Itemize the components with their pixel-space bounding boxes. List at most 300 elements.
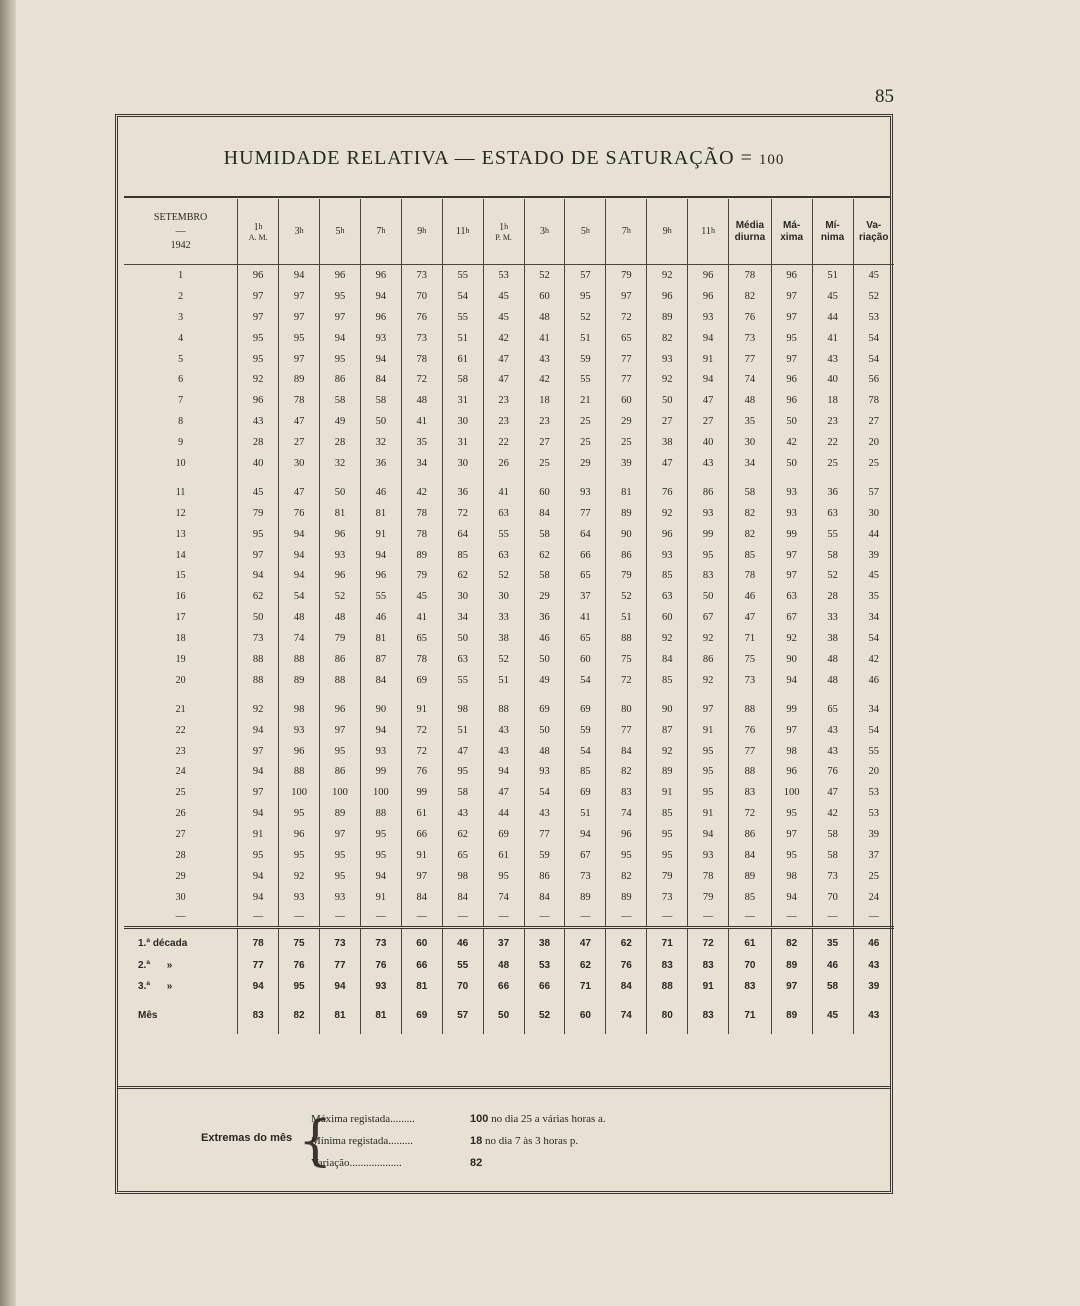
value-cell: 46 <box>360 607 401 628</box>
table-row <box>124 803 894 824</box>
value-cell: 86 <box>320 761 361 782</box>
value-cell: 96 <box>279 824 320 845</box>
value-cell: 25 <box>853 453 894 474</box>
value-cell: 95 <box>238 524 279 545</box>
book-binding <box>0 0 16 1306</box>
value-cell: 85 <box>729 545 772 566</box>
value-cell: 58 <box>812 824 853 845</box>
dash-cell: — <box>565 908 606 928</box>
table-row <box>124 741 894 762</box>
value-cell: 99 <box>688 524 729 545</box>
hour-label: 9 <box>417 226 423 237</box>
value-cell: 97 <box>279 349 320 370</box>
gap-cell <box>483 691 524 699</box>
table-row <box>124 866 894 887</box>
value-cell: 52 <box>524 265 565 286</box>
value-cell: 97 <box>688 699 729 720</box>
value-cell: 74 <box>606 803 647 824</box>
hour-header <box>238 199 279 265</box>
dash-cell: — <box>360 908 401 928</box>
value-cell: 89 <box>647 307 688 328</box>
value-cell: 96 <box>320 524 361 545</box>
value-cell: 91 <box>360 524 401 545</box>
day-cell: 29 <box>175 870 186 882</box>
value-cell: 94 <box>688 328 729 349</box>
value-cell: 96 <box>320 265 361 286</box>
value-cell: 43 <box>483 741 524 762</box>
value-cell: 92 <box>647 503 688 524</box>
gap-cell <box>442 474 483 482</box>
value-cell: 29 <box>565 453 606 474</box>
value-cell: 70 <box>812 887 853 908</box>
dash-cell: — <box>442 908 483 928</box>
gap-cell <box>442 691 483 699</box>
extrema-number: 18 <box>470 1135 483 1147</box>
value-cell: 82 <box>729 503 772 524</box>
value-cell: 30 <box>483 586 524 607</box>
extrema-detail: no dia 25 a várias horas a. <box>488 1113 606 1125</box>
value-cell: 94 <box>238 887 279 908</box>
value-cell: 58 <box>360 390 401 411</box>
value-cell: 54 <box>279 586 320 607</box>
value-cell: 50 <box>524 720 565 741</box>
value-cell: 22 <box>483 432 524 453</box>
value-cell: 41 <box>401 607 442 628</box>
value-cell: 48 <box>401 390 442 411</box>
table-row <box>124 720 894 741</box>
value-cell: 42 <box>771 432 812 453</box>
value-cell: 45 <box>853 565 894 586</box>
value-cell: 38 <box>647 432 688 453</box>
value-cell: 24 <box>853 887 894 908</box>
hour-label: 3 <box>294 226 300 237</box>
value-cell: 43 <box>688 453 729 474</box>
value-cell: 86 <box>606 545 647 566</box>
value-cell: 63 <box>442 649 483 670</box>
value-cell: 76 <box>729 307 772 328</box>
value-cell: 89 <box>565 887 606 908</box>
dash-cell: — <box>320 908 361 928</box>
value-cell: 91 <box>647 782 688 803</box>
value-cell: 97 <box>401 866 442 887</box>
value-cell: 93 <box>279 720 320 741</box>
value-cell: 59 <box>524 845 565 866</box>
gap-cell <box>647 474 688 482</box>
value-cell: 61 <box>401 803 442 824</box>
summary-value: 94 <box>320 976 361 998</box>
value-cell: 79 <box>647 866 688 887</box>
summary-value: 71 <box>647 927 688 955</box>
value-cell: 32 <box>320 453 361 474</box>
page-number: 85 <box>875 86 894 107</box>
value-cell: 41 <box>812 328 853 349</box>
brace-icon: { <box>298 1109 333 1172</box>
summary-value: 62 <box>565 955 606 977</box>
gap-cell <box>483 474 524 482</box>
value-cell: 66 <box>565 545 606 566</box>
value-cell: 44 <box>483 803 524 824</box>
value-cell: 25 <box>853 866 894 887</box>
value-cell: 85 <box>647 670 688 691</box>
table-row <box>124 503 894 524</box>
value-cell: 74 <box>729 369 772 390</box>
title-eq: = <box>740 147 753 169</box>
value-cell: 54 <box>524 782 565 803</box>
value-cell: 95 <box>360 824 401 845</box>
value-cell: 88 <box>360 803 401 824</box>
value-cell: 27 <box>279 432 320 453</box>
value-cell: 100 <box>279 782 320 803</box>
value-cell: 58 <box>524 524 565 545</box>
value-cell: 58 <box>812 845 853 866</box>
value-cell: 55 <box>442 307 483 328</box>
value-cell: 93 <box>688 307 729 328</box>
value-cell: 97 <box>771 545 812 566</box>
gap-cell <box>279 691 320 699</box>
summary-value: 89 <box>771 998 812 1034</box>
value-cell: 50 <box>688 586 729 607</box>
value-cell: 95 <box>360 845 401 866</box>
hour-header <box>524 199 565 265</box>
table-row <box>124 887 894 908</box>
day-cell: 22 <box>175 724 186 736</box>
value-cell: 65 <box>606 328 647 349</box>
day-cell: 9 <box>178 437 184 449</box>
extrema-detail: no dia 7 às 3 horas p. <box>482 1135 579 1147</box>
value-cell: 88 <box>606 628 647 649</box>
summary-value: 97 <box>771 976 812 998</box>
value-cell: 100 <box>771 782 812 803</box>
gap-cell <box>771 474 812 482</box>
value-cell: 97 <box>279 307 320 328</box>
value-cell: 95 <box>238 328 279 349</box>
hour-label: 7 <box>621 226 627 237</box>
value-cell: 84 <box>401 887 442 908</box>
value-cell: 75 <box>729 649 772 670</box>
day-cell: 17 <box>175 612 186 624</box>
value-cell: 89 <box>320 803 361 824</box>
summary-value: 88 <box>647 976 688 998</box>
value-cell: 36 <box>442 482 483 503</box>
value-cell: 47 <box>688 390 729 411</box>
hour-label: 1 <box>499 221 505 233</box>
gap-cell <box>124 474 238 482</box>
title-value: 100 <box>758 152 785 168</box>
hour-label: 11 <box>455 226 466 237</box>
value-cell: 52 <box>606 586 647 607</box>
value-cell: 74 <box>279 628 320 649</box>
value-cell: 94 <box>360 866 401 887</box>
value-cell: 77 <box>606 369 647 390</box>
summary-value: 55 <box>442 955 483 977</box>
value-cell: 78 <box>279 390 320 411</box>
day-cell: 28 <box>175 849 186 861</box>
day-cell: 3 <box>178 311 184 323</box>
value-cell: 30 <box>442 411 483 432</box>
table-row <box>124 699 894 720</box>
value-cell: 42 <box>812 803 853 824</box>
value-cell: 96 <box>771 265 812 286</box>
value-cell: 93 <box>771 503 812 524</box>
gap-cell <box>565 691 606 699</box>
summary-value: 35 <box>812 927 853 955</box>
value-cell: 82 <box>606 761 647 782</box>
value-cell: 93 <box>360 741 401 762</box>
table-row <box>124 824 894 845</box>
summary-value: 83 <box>238 998 279 1034</box>
table-row <box>124 524 894 545</box>
gap-cell <box>606 474 647 482</box>
value-cell: 98 <box>442 699 483 720</box>
value-cell: 39 <box>606 453 647 474</box>
value-cell: 77 <box>606 349 647 370</box>
dash-cell: — <box>524 908 565 928</box>
summary-value: 81 <box>401 976 442 998</box>
value-cell: 93 <box>320 887 361 908</box>
day-cell: 20 <box>175 674 186 686</box>
value-cell: 93 <box>647 545 688 566</box>
value-cell: 95 <box>565 286 606 307</box>
value-cell: 86 <box>320 369 361 390</box>
value-cell: 50 <box>524 649 565 670</box>
value-cell: 61 <box>483 845 524 866</box>
value-cell: 73 <box>647 887 688 908</box>
value-cell: 60 <box>524 286 565 307</box>
value-cell: 78 <box>853 390 894 411</box>
value-cell: 60 <box>647 607 688 628</box>
value-cell: 43 <box>524 803 565 824</box>
value-cell: 55 <box>812 524 853 545</box>
value-cell: 94 <box>688 824 729 845</box>
group-gap <box>124 474 894 482</box>
value-cell: 52 <box>483 649 524 670</box>
value-cell: 96 <box>279 741 320 762</box>
value-cell: 36 <box>812 482 853 503</box>
value-cell: 95 <box>320 349 361 370</box>
value-cell: 38 <box>483 628 524 649</box>
value-cell: 95 <box>771 803 812 824</box>
value-cell: 53 <box>853 803 894 824</box>
extrema-value <box>470 1135 578 1147</box>
summary-value: 45 <box>812 998 853 1034</box>
value-cell: 94 <box>688 369 729 390</box>
gap-cell <box>124 691 238 699</box>
table-row <box>124 649 894 670</box>
value-cell: 96 <box>606 824 647 845</box>
summary-value: 75 <box>279 927 320 955</box>
summary-value: 62 <box>606 927 647 955</box>
value-cell: 79 <box>606 265 647 286</box>
value-cell: 94 <box>360 720 401 741</box>
summary-value: 60 <box>401 927 442 955</box>
hour-label: 9 <box>662 226 668 237</box>
value-cell: 81 <box>320 503 361 524</box>
extrema-name: Mínima registada......... <box>311 1135 414 1147</box>
hour-label: 3 <box>540 226 545 237</box>
value-cell: 42 <box>524 369 565 390</box>
value-cell: 79 <box>238 503 279 524</box>
value-cell: 83 <box>688 565 729 586</box>
value-cell: 50 <box>360 411 401 432</box>
summary-value: 46 <box>853 927 894 955</box>
value-cell: 93 <box>771 482 812 503</box>
value-cell: 86 <box>729 824 772 845</box>
gap-cell <box>688 691 729 699</box>
value-cell: 94 <box>238 565 279 586</box>
value-cell: 92 <box>647 628 688 649</box>
gap-cell <box>524 691 565 699</box>
hour-header <box>606 199 647 265</box>
hour-header <box>688 199 729 265</box>
day-cell: 30 <box>175 891 186 903</box>
value-cell: 30 <box>729 432 772 453</box>
value-cell: 96 <box>771 369 812 390</box>
value-cell: 93 <box>524 761 565 782</box>
table-row <box>124 369 894 390</box>
value-cell: 97 <box>279 286 320 307</box>
value-cell: 40 <box>688 432 729 453</box>
value-cell: 30 <box>442 586 483 607</box>
month-header <box>124 199 238 265</box>
value-cell: 43 <box>442 803 483 824</box>
dash-cell: — <box>812 908 853 928</box>
summary-value: 81 <box>360 998 401 1034</box>
value-cell: 91 <box>688 720 729 741</box>
month-dash: — <box>175 225 186 237</box>
value-cell: 97 <box>771 824 812 845</box>
value-cell: 94 <box>565 824 606 845</box>
value-cell: 64 <box>565 524 606 545</box>
summary-value: 93 <box>360 976 401 998</box>
value-cell: 23 <box>812 411 853 432</box>
table-row <box>124 453 894 474</box>
value-cell: 96 <box>360 565 401 586</box>
value-cell: 55 <box>853 741 894 762</box>
value-cell: 50 <box>771 411 812 432</box>
value-cell: 47 <box>812 782 853 803</box>
value-cell: 51 <box>606 607 647 628</box>
value-cell: 59 <box>565 720 606 741</box>
variacao-header: Va- riação <box>853 199 894 265</box>
value-cell: 48 <box>729 390 772 411</box>
extrema-number: 82 <box>470 1157 483 1169</box>
value-cell: 90 <box>647 699 688 720</box>
value-cell: 82 <box>606 866 647 887</box>
summary-value: 70 <box>442 976 483 998</box>
summary-value: 58 <box>812 976 853 998</box>
summary-rows <box>124 927 894 1034</box>
value-cell: 95 <box>320 286 361 307</box>
summary-value: 81 <box>320 998 361 1034</box>
value-cell: 96 <box>360 307 401 328</box>
value-cell: 47 <box>442 741 483 762</box>
value-cell: 95 <box>771 845 812 866</box>
value-cell: 96 <box>771 761 812 782</box>
value-cell: 93 <box>565 482 606 503</box>
value-cell: 94 <box>238 720 279 741</box>
extremas-label: Extremas do mês <box>201 1132 293 1144</box>
value-cell: 48 <box>524 307 565 328</box>
value-cell: 72 <box>729 803 772 824</box>
value-cell: 95 <box>688 761 729 782</box>
value-cell: 52 <box>320 586 361 607</box>
value-cell: 84 <box>729 845 772 866</box>
value-cell: 94 <box>483 761 524 782</box>
value-cell: 35 <box>401 432 442 453</box>
value-cell: 95 <box>688 741 729 762</box>
summary-value: 61 <box>729 927 772 955</box>
table-row <box>124 670 894 691</box>
hour-header <box>320 199 361 265</box>
value-cell: 54 <box>442 286 483 307</box>
value-cell: 96 <box>688 286 729 307</box>
value-cell: 54 <box>853 328 894 349</box>
summary-value: 43 <box>853 955 894 977</box>
value-cell: 60 <box>524 482 565 503</box>
value-cell: 42 <box>853 649 894 670</box>
hour-header <box>483 199 524 265</box>
value-cell: 51 <box>565 328 606 349</box>
value-cell: 76 <box>812 761 853 782</box>
value-cell: 91 <box>360 887 401 908</box>
value-cell: 94 <box>360 286 401 307</box>
value-cell: 95 <box>688 782 729 803</box>
summary-value: 76 <box>606 955 647 977</box>
value-cell: 73 <box>729 670 772 691</box>
gap-cell <box>771 691 812 699</box>
value-cell: 38 <box>812 628 853 649</box>
table-row <box>124 432 894 453</box>
value-cell: 76 <box>729 720 772 741</box>
value-cell: 57 <box>853 482 894 503</box>
gap-cell <box>279 474 320 482</box>
humidity-table <box>124 199 894 1034</box>
value-cell: 84 <box>606 741 647 762</box>
summary-value: 95 <box>279 976 320 998</box>
value-cell: 39 <box>853 545 894 566</box>
table-row <box>124 545 894 566</box>
dash-cell: — <box>771 908 812 928</box>
gap-cell <box>320 691 361 699</box>
value-cell: 46 <box>853 670 894 691</box>
value-cell: 43 <box>812 720 853 741</box>
summary-value: 38 <box>524 927 565 955</box>
value-cell: 99 <box>360 761 401 782</box>
gap-cell <box>853 691 894 699</box>
day-cell: 4 <box>178 332 184 344</box>
value-cell: 97 <box>771 286 812 307</box>
value-cell: 88 <box>238 670 279 691</box>
value-cell: 94 <box>771 887 812 908</box>
value-cell: 23 <box>483 390 524 411</box>
value-cell: 97 <box>238 741 279 762</box>
hour-header <box>279 199 320 265</box>
extrema-number: 100 <box>470 1113 489 1125</box>
day-cell: 19 <box>175 653 186 665</box>
value-cell: 46 <box>360 482 401 503</box>
value-cell: 97 <box>320 824 361 845</box>
value-cell: 72 <box>401 720 442 741</box>
day-cell: 24 <box>175 766 186 778</box>
value-cell: 63 <box>483 503 524 524</box>
value-cell: 79 <box>320 628 361 649</box>
value-cell: 100 <box>320 782 361 803</box>
summary-value: 89 <box>771 955 812 977</box>
value-cell: 82 <box>729 524 772 545</box>
day-cell: 7 <box>178 395 184 407</box>
value-cell: 88 <box>729 761 772 782</box>
value-cell: 28 <box>812 586 853 607</box>
